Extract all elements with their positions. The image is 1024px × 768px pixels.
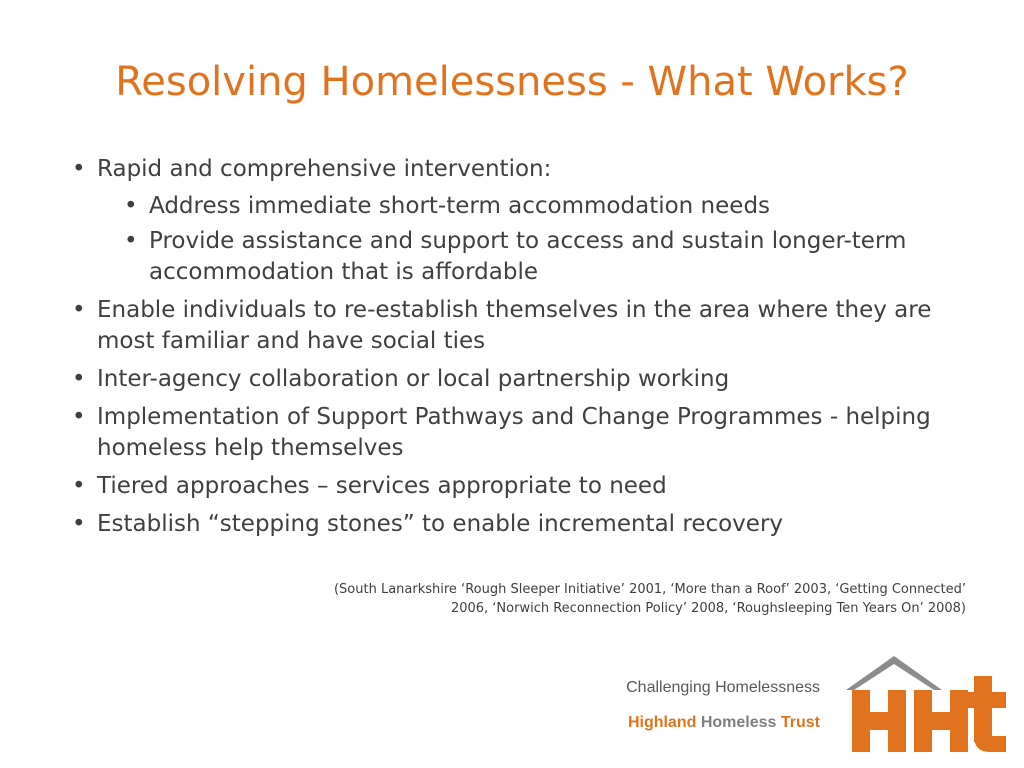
bullet-list — [72, 154, 972, 547]
logo-h1-bar — [852, 712, 906, 730]
bullet-item — [72, 364, 972, 395]
brand-name-homeless: Homeless — [700, 714, 777, 731]
bullet-item — [72, 154, 972, 288]
sub-bullet-list — [97, 191, 972, 288]
slide-title: Resolving Homelessness - What Works? — [115, 59, 909, 105]
sub-bullet-item — [124, 226, 972, 288]
citation-line: 2006, ‘Norwich Reconnection Policy’ 2008, ‘Roughsleeping Ten Years On’ 2008) — [450, 601, 966, 616]
brand-tagline: Challenging Homelessness — [626, 679, 820, 696]
bullet-text: Implementation of Support Pathways and Change Programmes - helping homeless help themselves — [97, 404, 931, 461]
brand-name — [560, 714, 820, 732]
bullet-text: Inter-agency collaboration or local partnership working — [97, 366, 730, 392]
logo-t-hook — [974, 736, 1006, 752]
citation — [206, 580, 966, 618]
logo-t-stem — [974, 676, 992, 742]
bullet-text: Enable individuals to re-establish themselves in the area where they are most familiar and have social ties — [97, 297, 932, 354]
sub-bullet-text: Address immediate short-term accommodation needs — [149, 193, 771, 219]
logo-t-bar — [966, 692, 1006, 708]
bullet-item — [72, 509, 972, 540]
logo-roof — [846, 656, 942, 690]
hht-house-logo-icon — [844, 652, 1008, 756]
bullet-item — [72, 402, 972, 464]
brand-name-highland: Highland — [627, 714, 697, 731]
sub-bullet-item — [124, 191, 972, 222]
bullet-item — [72, 471, 972, 502]
sub-bullet-text: Provide assistance and support to access and sustain longer-term accommodation that is affordable — [149, 228, 907, 285]
logo-h2-bar — [914, 712, 968, 730]
bullet-text: Tiered approaches – services appropriate to need — [97, 473, 667, 499]
bullet-item — [72, 295, 972, 357]
bullet-text: Rapid and comprehensive intervention: — [97, 156, 552, 182]
citation-line: (South Lanarkshire ‘Rough Sleeper Initiative’ 2001, ‘More than a Roof’ 2003, ‘Getting Connected’ — [333, 582, 966, 597]
bullet-text: Establish “stepping stones” to enable incremental recovery — [97, 511, 784, 537]
brand-name-trust: Trust — [780, 714, 820, 731]
